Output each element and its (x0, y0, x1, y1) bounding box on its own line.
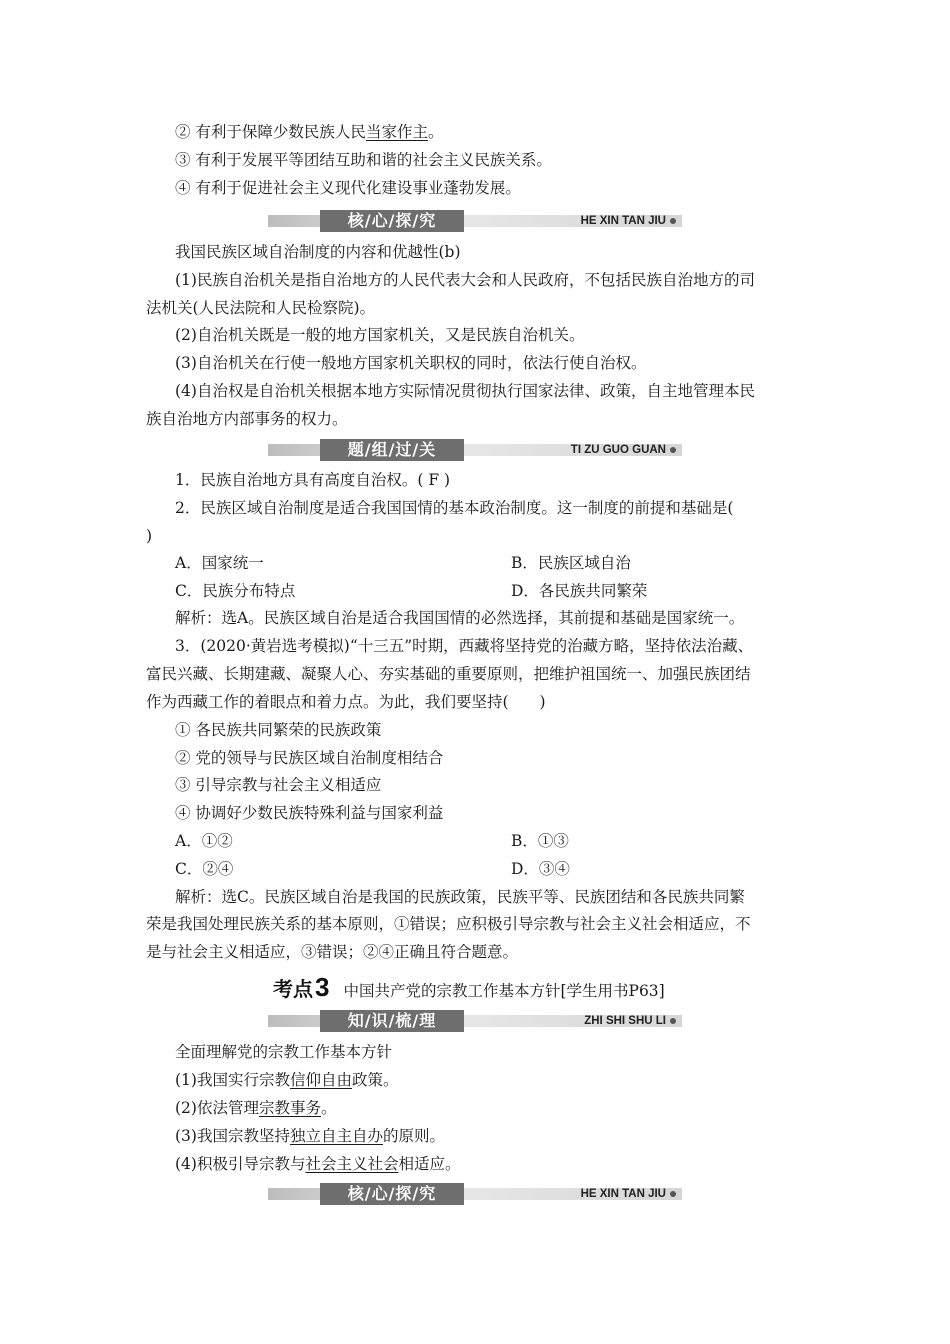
question-3-line2: 富民兴藏、长期建藏、凝聚人心、夯实基础的重要原则，把维护祖国统一、加强民族团结 (146, 665, 751, 683)
section3-item-2 (175, 1098, 839, 1118)
item-end: 。 (320, 1099, 337, 1117)
banner-pinyin: HE XIN TAN JIU (580, 215, 666, 227)
item-underlined: 独立自主自办 (289, 1127, 383, 1145)
section1-p4-line2: 族自治地方内部事务的权力。 (146, 410, 348, 428)
question-2-line2: ) (146, 527, 153, 545)
item-end: 相适应。 (398, 1155, 461, 1173)
section3-heading: 全面理解党的宗教工作基本方针 (175, 1043, 393, 1061)
question-3-item-1: ① 各民族共同繁荣的民族政策 (175, 721, 382, 739)
question-3-line3: 作为西藏工作的着眼点和着力点。为此，我们要坚持( ) (146, 693, 546, 711)
option-a: A．国家统一 (175, 554, 264, 572)
section3-item-3 (175, 1126, 839, 1146)
option-b: B．①③ (511, 832, 569, 850)
question-2-options-row2 (175, 581, 839, 601)
option-c: C．民族分布特点 (175, 582, 296, 600)
item-underlined: 信仰自由 (289, 1071, 352, 1089)
kaodian-title: 中国共产党的宗教工作基本方针[学生用书P63] (343, 982, 665, 1000)
item-text: (1)我国实行宗教 (175, 1071, 290, 1089)
option-d: D．③④ (511, 860, 570, 878)
section1-p1-line2: 法机关(人民法院和人民检察院)。 (146, 299, 376, 317)
intro-line-3: ③ 有利于发展平等团结互助和谐的社会主义民族关系。 (175, 151, 552, 169)
question-3-options-row2 (175, 859, 839, 879)
question-2-answer: 解析：选A。民族区域自治是适合我国国情的必然选择，其前提和基础是国家统一。 (175, 609, 745, 627)
banner-pinyin: ZHI SHI SHU LI (584, 1015, 666, 1027)
question-3-answer-line1: 解析：选C。民族区域自治是我国的民族政策，民族平等、民族团结和各民族共同繁 (175, 888, 745, 906)
section-banner-zhishi (268, 1010, 682, 1032)
banner-title: 题/组/过/关 (347, 440, 437, 459)
question-2-line1: 2．民族区域自治制度是适合我国国情的基本政治制度。这一制度的前提和基础是( (175, 499, 734, 517)
option-a: A．①② (175, 832, 233, 850)
intro-line-2-underlined: 当家作主 (365, 123, 428, 141)
question-3-answer-line3: 是与社会主义相适应，③错误；②④正确且符合题意。 (146, 943, 519, 961)
option-b: B．民族区域自治 (511, 554, 631, 572)
kaodian-number: 3 (315, 972, 330, 1002)
question-3-item-3: ③ 引导宗教与社会主义相适应 (175, 776, 382, 794)
bullet-dot-icon (670, 447, 676, 453)
kaodian-label: 考点 (273, 977, 313, 1001)
section1-p4-line1: (4)自治权是自治机关根据本地方实际情况贯彻执行国家法律、政策，自主地管理本民 (175, 382, 755, 400)
question-3-line1: 3．(2020·黄岩选考模拟)“十三五”时期，西藏将坚持党的治藏方略，坚持依法治藏、 (175, 637, 754, 655)
bullet-dot-icon (670, 1191, 676, 1197)
question-1: 1．民族自治地方具有高度自治权。( F ) (175, 471, 451, 489)
bullet-dot-icon (670, 218, 676, 224)
banner-title: 核/心/探/究 (347, 211, 437, 230)
item-text: (2)依法管理 (175, 1099, 259, 1117)
item-underlined: 社会主义社会 (305, 1155, 399, 1173)
section1-p3: (3)自治机关在行使一般地方国家机关职权的同时，依法行使自治权。 (175, 354, 647, 372)
section1-p1-line1: (1)民族自治机关是指自治地方的人民代表大会和人民政府，不包括民族自治地方的司 (175, 271, 755, 289)
item-text: (4)积极引导宗教与 (175, 1155, 306, 1173)
section-banner-hexin (268, 210, 682, 232)
item-end: 政策。 (351, 1071, 399, 1089)
kaodian-heading (273, 972, 665, 1002)
section1-p2: (2)自治机关既是一般的地方国家机关，又是民族自治机关。 (175, 326, 585, 344)
banner-title: 知/识/梳/理 (347, 1011, 437, 1030)
intro-line-2 (175, 122, 839, 142)
item-text: (3)我国宗教坚持 (175, 1127, 290, 1145)
bullet-dot-icon (670, 1018, 676, 1024)
intro-line-4: ④ 有利于促进社会主义现代化建设事业蓬勃发展。 (175, 179, 521, 197)
question-3-options-row1 (175, 831, 839, 851)
intro-line-2-end: 。 (427, 123, 444, 141)
section-banner-tizu (268, 439, 682, 461)
item-underlined: 宗教事务 (258, 1099, 321, 1117)
section-banner-hexin-bottom (268, 1183, 682, 1205)
question-3-item-2: ② 党的领导与民族区域自治制度相结合 (175, 749, 444, 767)
question-3-answer-line2: 荣是我国处理民族关系的基本原则，①错误；应积极引导宗教与社会主义社会相适应，不 (146, 915, 751, 933)
question-2-options-row1 (175, 553, 839, 573)
question-3-item-4: ④ 协调好少数民族特殊利益与国家利益 (175, 804, 444, 822)
section3-item-4 (175, 1154, 839, 1174)
section1-heading: 我国民族区域自治制度的内容和优越性(b) (175, 243, 461, 261)
banner-pinyin: HE XIN TAN JIU (580, 1188, 666, 1200)
option-d: D．各民族共同繁荣 (511, 582, 648, 600)
item-end: 的原则。 (382, 1127, 445, 1145)
banner-title: 核/心/探/究 (347, 1184, 437, 1203)
intro-line-2-text: ② 有利于保障少数民族人民 (175, 123, 366, 141)
section3-item-1 (175, 1070, 839, 1090)
option-c: C．②④ (175, 860, 234, 878)
banner-pinyin: TI ZU GUO GUAN (570, 444, 666, 456)
